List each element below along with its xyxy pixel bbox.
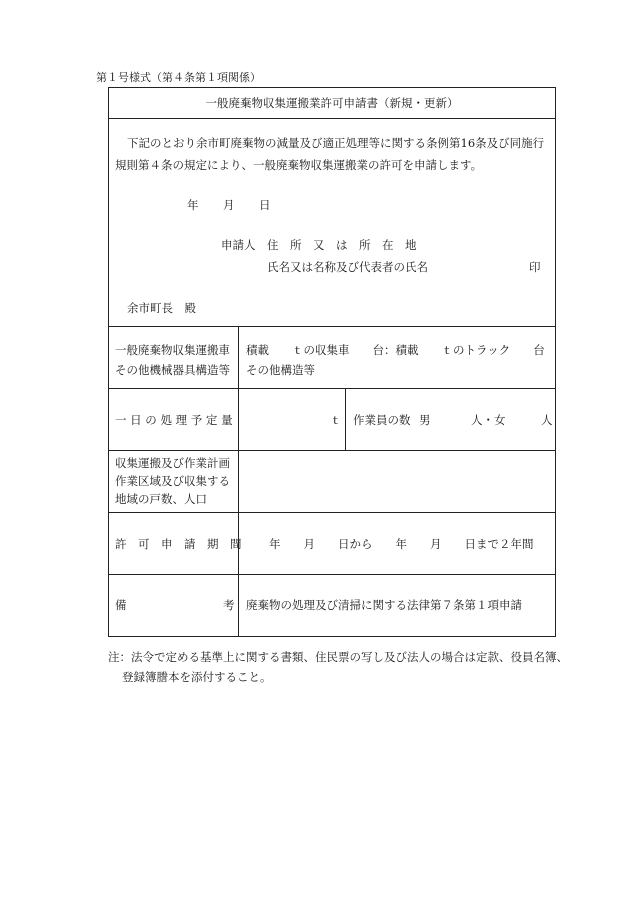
vehicles-value-line-2: その他構造等	[246, 363, 315, 377]
rule-workers-column	[345, 388, 346, 450]
workers-female-unit: 人	[541, 413, 553, 427]
applicant-address-label: 住 所 又 は 所 在 地	[267, 238, 417, 252]
rule-period-bottom	[109, 574, 555, 575]
workers-male-label: 男	[419, 413, 431, 427]
application-form-table	[108, 87, 556, 637]
date-year-label: 年	[187, 198, 199, 212]
workers-label: 作業員の数	[353, 413, 411, 427]
intro-line-2: 規則第４条の規定により、一般廃棄物収集運搬業の許可を申請します。	[115, 158, 483, 172]
note-line-1: 注：法令で定める基準上に関する書類、住民票の写し及び法人の場合は定款、役員名簿、	[108, 650, 568, 664]
plan-label-line-3: 地域の戸数、人口	[115, 492, 207, 506]
vehicles-label-line-1: 一般廃棄物収集運搬車	[115, 343, 230, 357]
date-month-label: 月	[223, 198, 235, 212]
form-title: 一般廃棄物収集運搬業許可申請書（新規・更新）	[205, 96, 459, 110]
remarks-label-left: 備	[115, 598, 127, 612]
applicant-label: 申請人	[221, 238, 256, 252]
vehicles-value-line-1: 積載 ｔの収集車 台：積載 ｔのトラック 台	[246, 343, 545, 357]
form-number-label: 第１号様式（第４条第１項関係）	[96, 71, 261, 84]
period-label: 許 可 申 請 期 間	[115, 537, 242, 551]
rule-vehicles-bottom	[109, 388, 555, 389]
date-day-label: 日	[259, 198, 271, 212]
rule-plan-bottom	[109, 512, 555, 513]
seal-mark: 印	[529, 260, 541, 274]
rule-body-bottom	[109, 326, 555, 327]
addressee: 余市町長 殿	[127, 301, 196, 315]
rule-title-bottom	[109, 118, 555, 119]
rule-daily-bottom	[109, 450, 555, 451]
daily-amount-label: 一 日 の 処 理 予 定 量	[115, 413, 233, 427]
plan-label-line-2: 作業区域及び収集する	[115, 474, 230, 488]
intro-line-1: 下記のとおり余市町廃棄物の減量及び適正処理等に関する条例第16条及び同施行	[127, 136, 545, 150]
rule-label-column	[238, 326, 239, 636]
applicant-name-label: 氏名又は名称及び代表者の氏名	[267, 260, 428, 274]
remarks-value: 廃棄物の処理及び清掃に関する法律第７条第１項申請	[246, 598, 522, 612]
vehicles-label-line-2: その他機械器具構造等	[115, 363, 230, 377]
period-value: 年 月 日から 年 月 日まで２年間	[269, 537, 534, 551]
daily-amount-unit: ｔ	[330, 413, 342, 427]
remarks-label-right: 考	[223, 598, 235, 612]
workers-male-unit: 人・女	[471, 413, 506, 427]
note-line-2: 登録簿謄本を添付すること。	[122, 670, 272, 684]
plan-label-line-1: 収集運搬及び作業計画	[115, 456, 230, 470]
